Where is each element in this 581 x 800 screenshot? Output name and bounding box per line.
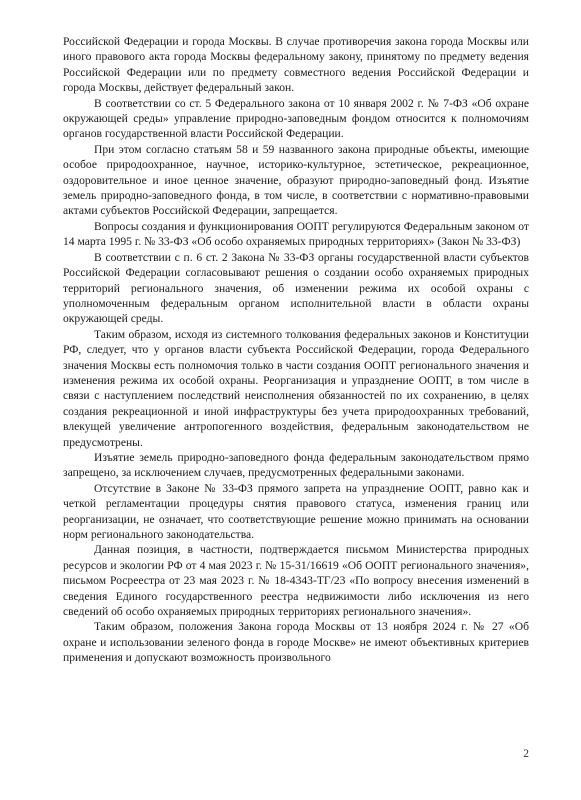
paragraph-5: В соответствии с п. 6 ст. 2 Закона № 33-ФЗ органы государственной власти субъектов Российской Федерации согласовывают решения о создании особо охраняемых природных территорий регионального значения, об изменении режима их особой охраны с уполномоченным федеральным органом исполнительной власти в области охраны окружающей среды. — [63, 250, 529, 326]
paragraph-4: Вопросы создания и функционирования ООПТ регулируются Федеральным законом от 14 марта 1995 г. № 33-ФЗ «Об особо охраняемых природных территориях» (Закон № 33-ФЗ) — [63, 219, 529, 249]
paragraph-3: При этом согласно статьям 58 и 59 названного закона природные объекты, имеющие особое природоохранное, научное, историко-культурное, эстетическое, рекреационное, оздоровительное и иное ценное значение, образуют природно-заповедный фонд. Изъятие земель природно-заповедного фонда, в том числе, в соответствии с нормативно-правовыми актами субъектов Российской Федерации, запрещается. — [63, 142, 529, 218]
paragraph-10: Таким образом, положения Закона города Москвы от 13 ноября 2024 г. № 27 «Об охране и использовании зеленого фонда в городе Москве» не имеют объективных критериев применения и допускают возможность произвольного — [63, 620, 529, 665]
paragraph-8: Отсутствие в Законе № 33-ФЗ прямого запрета на упразднение ООПТ, равно как и четкой регламентации процедуры снятия правового статуса, изменения границ или реорганизации, не означает, что соответствующие решение можно принимать на основании норм регионального законодательства. — [63, 481, 529, 541]
page-number: 2 — [523, 748, 529, 760]
paragraph-7: Изъятие земель природно-заповедного фонда федеральным законодательством прямо запрещено, за исключением случаев, предусмотренных федеральными законами. — [63, 450, 529, 480]
document-body — [63, 34, 529, 666]
paragraph-9: Данная позиция, в частности, подтверждается письмом Министерства природных ресурсов и экологии РФ от 4 мая 2023 г. № 15-31/16619 «Об ООПТ регионального значения», письмом Росреестра от 23 мая 2023 г. № 18-4343-ТГ/23 «По вопросу внесения изменений в сведения Единого государственного реестра недвижимости либо исключения из него сведений об особо охраняемых природных территориях регионального значения». — [63, 543, 529, 619]
paragraph-6: Таким образом, исходя из системного толкования федеральных законов и Конституции РФ, следует, что у органов власти субъекта Российской Федерации, города Федерального значения Москвы есть полномочия только в части создания ООПТ регионального значения и изменения режима их особой охраны. Реорганизация и упразднение ООПТ, в том числе в связи с наступлением последствий неисполнения обязанностей по их сохранению, в целях создания рекреационной и иной инфраструктуры без учета природоохранных требований, влекущей увеличение антропогенного воздействия, федеральным законодательством не предусмотрены. — [63, 327, 529, 449]
paragraph-1: Российской Федерации и города Москвы. В случае противоречия закона города Москвы или иного правового акта города Москвы федеральному закону, принятому по предмету ведения Российской Федерации или по предмету совместного ведения Российской Федерации и города Москвы, действует федеральный закон. — [63, 35, 529, 95]
paragraph-2: В соответствии со ст. 5 Федерального закона от 10 января 2002 г. № 7-ФЗ «Об охране окружающей среды» управление природно-заповедным фондом относится к полномочиям органов государственной власти Российской Федерации. — [63, 96, 529, 141]
